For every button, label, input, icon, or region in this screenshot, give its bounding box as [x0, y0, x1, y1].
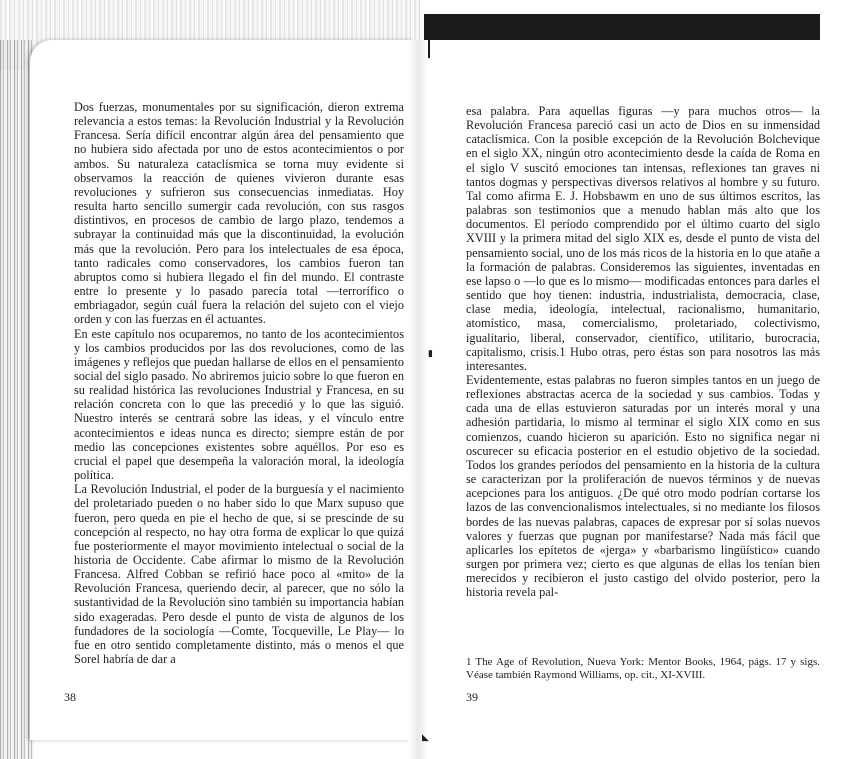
book-gutter — [408, 40, 428, 759]
left-page-body — [74, 100, 404, 666]
page-number: 38 — [64, 690, 76, 704]
footnote: 1 The Age of Revolution, Nueva York: Mentor Books, 1964, págs. 17 y sigs. Véase también Raymond Williams, op. cit., XI-XVIII. — [466, 656, 820, 681]
margin-mark: ▮ — [428, 348, 433, 358]
right-page-body — [466, 104, 820, 599]
paragraph: La Revolución Industrial, el poder de la burguesía y el nacimiento del proletariado pueden o no haber sido lo que Marx supuso que fueron, pero queda en pie el hecho de que, si se prescinde de su concepción al respecto, no hay otra forma de explicar lo que quizá fue posteriormente el mayor movimiento intelectual o social de la historia de Occidente. Cabe afirmar lo mismo de la Revolución Francesa. Alfred Cobban se refirió hace poco al «mito» de la Revolución Francesa, queriendo decir, al parecer, que no sólo la sustantividad de la Revolución sino también su importancia habían sido exageradas. Pero desde el punto de vista de algunos de los fundadores de la sociología —Comte, Tocqueville, Le Play— lo fue en otro sentido completamente distinto, más o menos el que Sorel habría de dar a — [74, 482, 404, 667]
right-page — [430, 40, 826, 740]
page-number: 39 — [466, 690, 478, 704]
paragraph: Dos fuerzas, monumentales por su significación, dieron extrema relevancia a estos temas: la Revolución Industrial y la Revolución Francesa. Sería difícil encontrar algún área del pensamiento que no hubiera sido afectada por uno de estos acontecimientos o por ambos. Su naturaleza cataclísmica se torna muy evidente si observamos la reacción de quienes vivieron durante esas revoluciones y sufrieron sus consecuencias inmediatas. Hoy resulta harto sencillo sumergir cada revolución, con sus rasgos distintivos, en procesos de cambio de largo plazo, tendemos a subrayar la continuidad más que la discontinuidad, la evolución más que la revolución. Pero para los intelectuales de esa época, tanto radicales como conservadores, los cambios fueron tan abruptos como si hubiera llegado el fin del mundo. El contraste entre lo presente y lo pasado parecía total —terrorífico o embriagador, según cuál fuera la relación del sujeto con el viejo orden y con las fuerzas en él actuantes. — [74, 100, 404, 327]
left-page — [30, 40, 414, 740]
scan-artifact-left-edge — [0, 40, 34, 759]
paragraph: En este capítulo nos ocuparemos, no tanto de los acontecimientos y los cambios producidos por las dos revoluciones, como de las imágenes y reflejos que puedan hallarse de ellos en el pensamiento social del siglo pasado. No abriremos juicio sobre lo que fueron en su realidad histórica las revoluciones Industrial y Francesa, en su relación concreta con lo que las precedió y lo que las siguió. Nuestro interés se centrará sobre las ideas, y el vínculo entre acontecimientos e ideas nunca es directo; siempre están de por medio las concepciones existentes sobre aquéllos. Por eso es crucial el papel que desempeña la valoración moral, la ideología política. — [74, 326, 404, 483]
margin-mark: ◣ — [422, 732, 429, 742]
paragraph: Evidentemente, estas palabras no fueron simples tantos en un juego de reflexiones abstractas acerca de la sociedad y sus cambios. Todas y cada una de ellas estuvieron saturadas por un interés moral y una adhesión partidaria, lo mismo al terminar el siglo XIX como en sus comienzos, cuando hicieron su aparición. Esto no significa negar ni oscurecer su eficacia posterior en el estudio objetivo de la sociedad. Todos los grandes períodos del pensamiento en la historia de la cultura se caracterizan por la proliferación de nuevos términos y de nuevas acepciones para los antiguos. ¿De qué otro modo podrían cortarse los lazos de las convencionalismos intelectuales, si no mediante los filosos bordes de las nuevas palabras, capaces de expresar por sí solas nuevos valores y fuerzas que pugnan por manifestarse? Nada más fácil que aplicarles los epítetos de «jerga» y «barbarismo lingüístico» cuando surgen por primera vez; cierto es que algunas de ellas los tenían bien merecidos y recibieron el justo castigo del olvido posterior, pero la historia revela pal- — [466, 372, 820, 600]
paragraph: esa palabra. Para aquellas figuras —y para muchos otros— la Revolución Francesa pareció casi un acto de Dios en su inmensidad cataclísmica. Con la posible excepción de la Revolución Bolchevique en el siglo XX, ningún otro acontecimiento desde la caída de Roma en el siglo V suscitó emociones tan intensas, reflexiones tan graves ni tantos dogmas y perspectivas diversos relativos al hombre y su futuro. Tal como afirma E. J. Hobsbawm en uno de sus últimos escritos, las palabras son testimonios que a menudo hablan más alto que los documentos. El período comprendido por el último cuarto del siglo XVIII y la primera mitad del siglo XIX es, desde el punto de vista del pensamiento social, uno de los más ricos de la historia en lo que atañe a la formación de palabras. Consideremos las siguientes, inventadas en ese lapso o —lo que es lo mismo— modificadas entonces para darles el sentido que hoy tienen: industria, industrialista, democracia, clase, clase media, ideología, intelectual, racionalismo, humanitario, atomístico, masa, comercialismo, proletariado, colectivismo, igualitario, liberal, conservador, científico, utilitario, burocracia, capitalismo, crisis.1 Hubo otras, pero éstas son para nosotros las más interesantes. — [466, 104, 820, 373]
